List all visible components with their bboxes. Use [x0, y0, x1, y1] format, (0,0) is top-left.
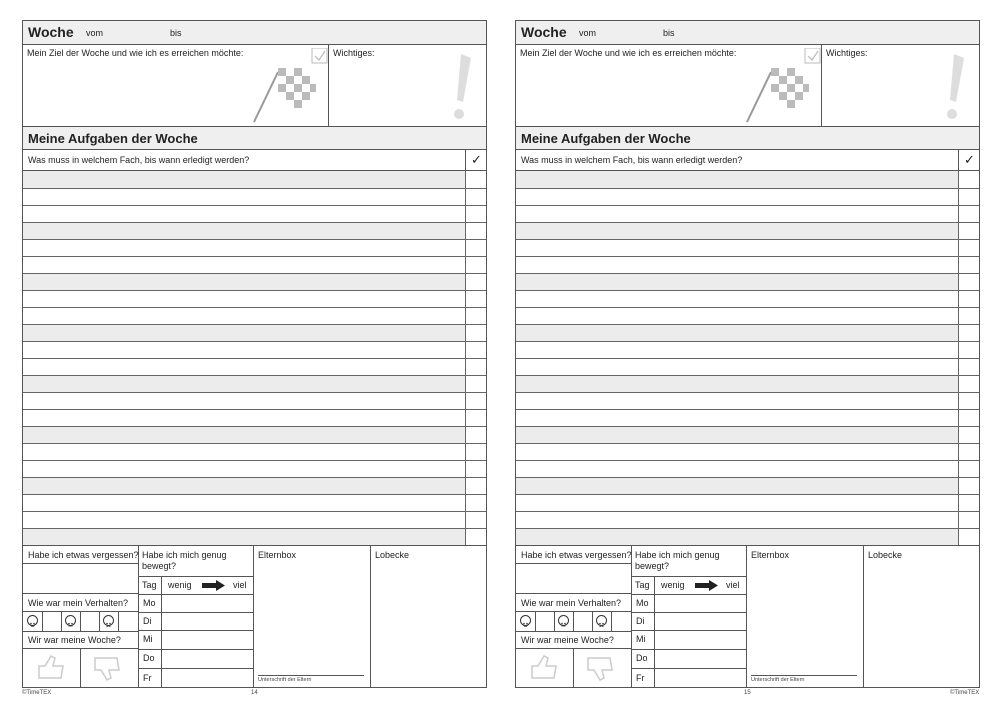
tasks-title: Meine Aufgaben der Woche — [521, 131, 691, 146]
day-friday: Fr — [636, 673, 645, 683]
praise-box[interactable] — [371, 546, 486, 688]
much-label: viel — [726, 580, 740, 590]
planner-page-right — [515, 20, 980, 688]
week-to-label: bis — [663, 28, 675, 38]
important-notes-box[interactable] — [822, 44, 979, 127]
smiley-happy-icon[interactable] — [27, 615, 38, 626]
day-thursday: Do — [636, 653, 648, 663]
copyright-right: ©TimeTEX — [950, 690, 980, 696]
day-label: Tag — [142, 580, 157, 590]
tasks-header — [516, 127, 979, 150]
smiley-sad-icon[interactable] — [596, 615, 607, 626]
much-label: viel — [233, 580, 247, 590]
praise-box[interactable] — [864, 546, 979, 688]
forgot-label: Habe ich etwas vergessen? — [521, 550, 632, 560]
weekly-goal-box[interactable] — [23, 44, 329, 127]
page-number-left: 14 — [251, 690, 258, 696]
tasks-title: Meine Aufgaben der Woche — [28, 131, 198, 146]
tasks-question: Was muss in welchem Fach, bis wann erledigt werden? — [521, 155, 743, 165]
week-header — [23, 21, 486, 45]
parents-box-label: Elternbox — [258, 550, 297, 560]
movement-label: Habe ich mich genug bewegt? — [142, 550, 227, 571]
copyright-left: ©TimeTEX — [22, 690, 52, 696]
thumb-down-icon[interactable] — [582, 654, 618, 682]
smiley-sad-icon[interactable] — [103, 615, 114, 626]
arrow-right-icon — [202, 580, 226, 591]
exclamation-icon — [447, 52, 477, 122]
day-monday: Mo — [636, 598, 649, 608]
day-wednesday: Mi — [143, 634, 153, 644]
parents-box-label: Elternbox — [751, 550, 790, 560]
parents-box[interactable] — [747, 546, 864, 688]
smiley-neutral-icon[interactable] — [65, 615, 76, 626]
exclamation-icon — [940, 52, 970, 122]
thumb-up-icon[interactable] — [33, 654, 69, 682]
day-monday: Mo — [143, 598, 156, 608]
little-label: wenig — [661, 580, 685, 590]
behavior-label: Wie war mein Verhalten? — [521, 598, 622, 608]
checkmark-icon: ✓ — [465, 150, 487, 170]
smiley-happy-icon[interactable] — [520, 615, 531, 626]
week-from-label: vom — [86, 28, 104, 38]
week-rating-label: Wir war meine Woche? — [28, 635, 121, 645]
thumb-up-icon[interactable] — [526, 654, 562, 682]
weekly-review-section — [23, 545, 486, 688]
little-label: wenig — [168, 580, 192, 590]
planner-page-left — [22, 20, 487, 688]
day-tuesday: Di — [636, 616, 645, 626]
parents-box[interactable] — [254, 546, 371, 688]
week-title: Woche — [521, 24, 567, 40]
behavior-label: Wie war mein Verhalten? — [28, 598, 129, 608]
week-title: Woche — [28, 24, 74, 40]
parents-signature-label: Unterschrift der Eltern — [751, 677, 805, 683]
smiley-neutral-icon[interactable] — [558, 615, 569, 626]
task-lines[interactable] — [516, 171, 979, 545]
checkered-flag-icon — [248, 48, 328, 124]
forgot-label: Habe ich etwas vergessen? — [28, 550, 139, 560]
tasks-question-row — [23, 150, 486, 171]
praise-label: Lobecke — [375, 550, 410, 560]
self-check-column — [516, 546, 632, 688]
weekly-goal-label: Mein Ziel der Woche und wie ich es erreichen möchte: — [520, 48, 737, 58]
weekly-goal-label: Mein Ziel der Woche und wie ich es erreichen möchte: — [27, 48, 244, 58]
movement-column — [138, 546, 254, 688]
tasks-question: Was muss in welchem Fach, bis wann erledigt werden? — [28, 155, 250, 165]
praise-label: Lobecke — [868, 550, 903, 560]
week-header — [516, 21, 979, 45]
checkered-flag-icon — [741, 48, 821, 124]
week-rating-label: Wir war meine Woche? — [521, 635, 614, 645]
tasks-header — [23, 127, 486, 150]
week-to-label: bis — [170, 28, 182, 38]
parents-signature-label: Unterschrift der Eltern — [258, 677, 312, 683]
important-notes-box[interactable] — [329, 44, 486, 127]
day-friday: Fr — [143, 673, 152, 683]
day-thursday: Do — [143, 653, 155, 663]
page-number-right: 15 — [744, 690, 751, 696]
day-wednesday: Mi — [636, 634, 646, 644]
movement-column — [631, 546, 747, 688]
checkmark-icon: ✓ — [958, 150, 980, 170]
weekly-review-section — [516, 545, 979, 688]
task-lines[interactable] — [23, 171, 486, 545]
arrow-right-icon — [695, 580, 719, 591]
important-label: Wichtiges: — [826, 48, 868, 58]
movement-label: Habe ich mich genug bewegt? — [635, 550, 720, 571]
day-label: Tag — [635, 580, 650, 590]
day-tuesday: Di — [143, 616, 152, 626]
self-check-column — [23, 546, 139, 688]
week-from-label: vom — [579, 28, 597, 38]
important-label: Wichtiges: — [333, 48, 375, 58]
thumb-down-icon[interactable] — [89, 654, 125, 682]
weekly-goal-box[interactable] — [516, 44, 822, 127]
tasks-question-row — [516, 150, 979, 171]
